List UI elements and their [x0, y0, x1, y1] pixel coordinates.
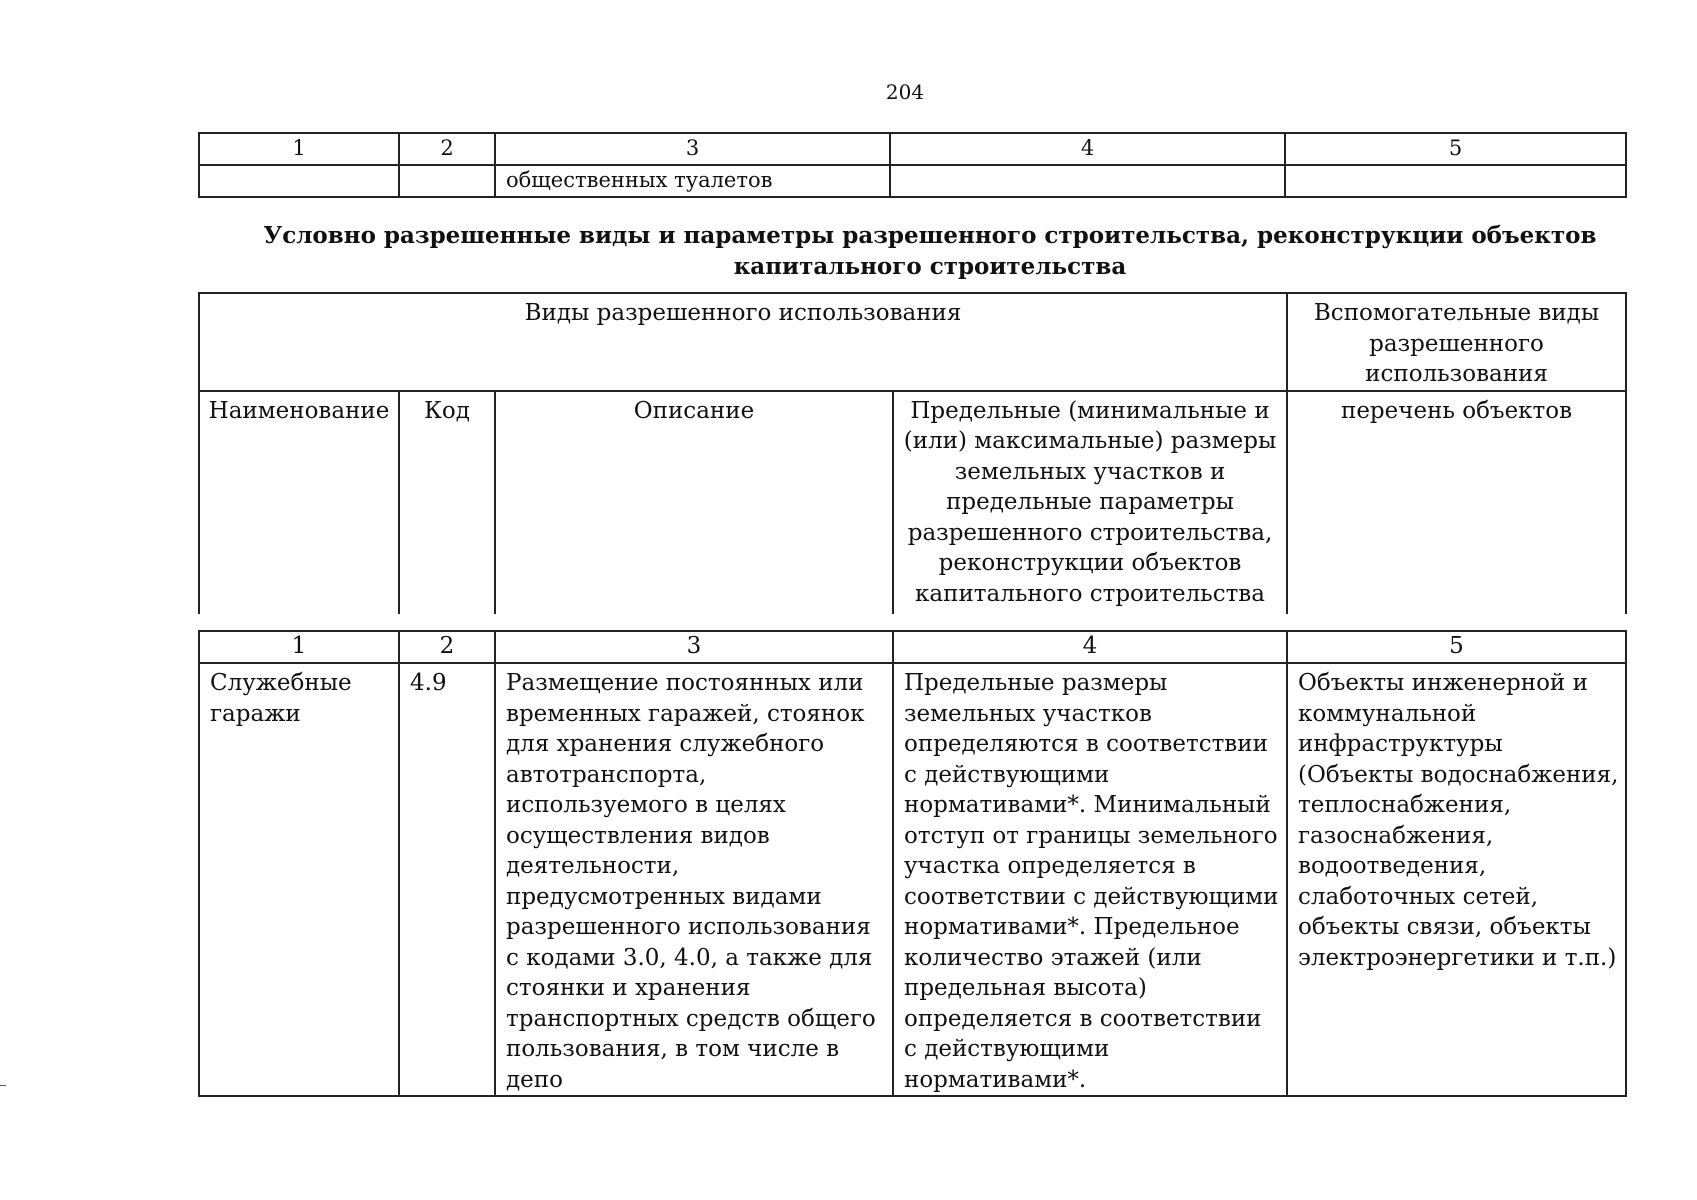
- header-group-row: [199, 293, 1626, 391]
- col-objects-header: перечень объектов: [1287, 391, 1626, 614]
- page-number: 204: [885, 80, 925, 104]
- group-aux-header: Вспомогательные виды разрешенного использования: [1287, 293, 1626, 391]
- table-cell: [890, 165, 1285, 197]
- column-number-cell: 3: [495, 133, 890, 165]
- row-objects-cell: Объекты инженерной и коммунальной инфраструктуры (Объекты водоснабжения, теплоснабжения, газоснабжения, водоотведения, слаботочных сетей, объекты связи, объекты электроэнергетики и т.п.): [1287, 663, 1626, 1096]
- section-title: Условно разрешенные виды и параметры разрешенного строительства, реконструкции объектов капитального строительства: [263, 222, 1597, 280]
- col-code-header: Код: [399, 391, 495, 614]
- row-description-cell: Размещение постоянных или временных гаражей, стоянок для хранения служебного автотранспорта, используемого в целях осуществления видов деятельности, предусмотренных видами разрешенного использования с кодами 3.0, 4.0, а также для стоянки и хранения транспортных средств общего пользования, в том числе в депо: [495, 663, 893, 1096]
- col-limits-header: Предельные (минимальные и (или) максимальные) размеры земельных участков и предельные параметры разрешенного строительства, реконструкции объектов капитального строительства: [893, 391, 1287, 614]
- continuation-table: [198, 132, 1627, 198]
- table-row: [199, 165, 1626, 197]
- column-number-cell: 4: [893, 631, 1287, 663]
- group-main-header: Виды разрешенного использования: [199, 293, 1287, 391]
- column-number-cell: 4: [890, 133, 1285, 165]
- scan-artifact: [0, 1085, 6, 1086]
- col-name-header: Наименование: [199, 391, 399, 614]
- row-code-cell: 4.9: [399, 663, 495, 1096]
- table-cell: [199, 165, 399, 197]
- column-number-cell: 2: [399, 133, 495, 165]
- table-cell: [399, 165, 495, 197]
- table-cell: [1285, 165, 1626, 197]
- column-number-cell: 1: [199, 133, 399, 165]
- column-number-cell: 5: [1287, 631, 1626, 663]
- column-number-cell: 2: [399, 631, 495, 663]
- column-number-cell: 5: [1285, 133, 1626, 165]
- header-column-row: [199, 391, 1626, 614]
- row-name-cell: Служебные гаражи: [199, 663, 399, 1096]
- column-number-cell: 3: [495, 631, 893, 663]
- column-number-row: [199, 133, 1626, 165]
- header-table: [198, 292, 1627, 614]
- table-cell: общественных туалетов: [495, 165, 890, 197]
- row-limits-cell: Предельные размеры земельных участков определяются в соответствии с действующими нормативами*. Минимальный отступ от границы земельного участка определяется в соответствии с действующими нормативами*. Предельное количество этажей (или предельная высота) определяется в соответствии с действующими нормативами*.: [893, 663, 1287, 1096]
- column-number-row: [199, 631, 1626, 663]
- body-table: [198, 630, 1627, 1097]
- column-number-cell: 1: [199, 631, 399, 663]
- table-row: [199, 663, 1626, 1096]
- col-description-header: Описание: [495, 391, 893, 614]
